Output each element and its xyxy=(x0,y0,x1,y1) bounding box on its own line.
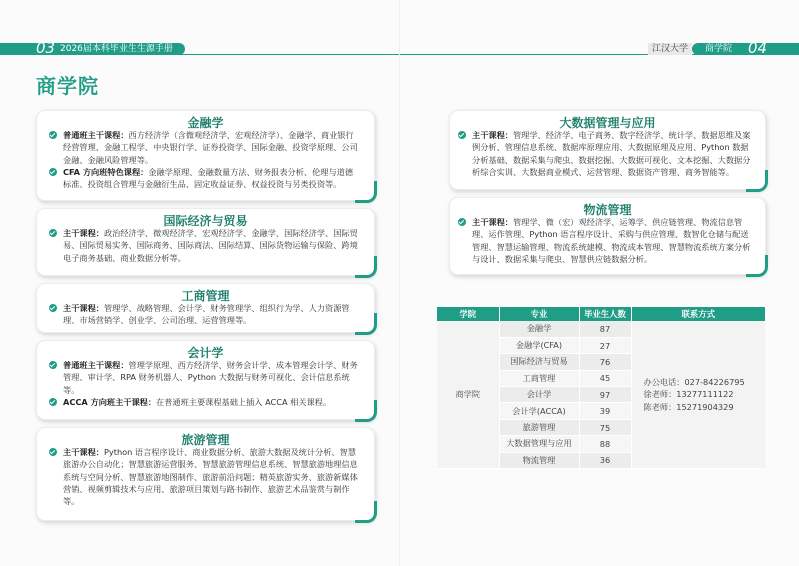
college-label: 商学院 xyxy=(705,44,733,54)
count-cell: 39 xyxy=(579,403,631,419)
section-card-big-data xyxy=(449,110,766,190)
graduates-table xyxy=(437,307,765,469)
major-cell: 金融学(CFA) xyxy=(499,337,579,353)
office-phone: 办公电话：027-84226795 xyxy=(643,377,745,388)
course-item: 主干课程：管理学、经济学、电子商务、数字经济学、统计学、数据思维及案例分析、管理信息系统、数据库原理应用、大数据原理及应用、Python 数据分析基础、数据采集与爬虫、数据挖掘、大数据可视化、文本挖掘、大数据分析综合实训、大数据商业模式、运营管理、数据资产管理、商务智能等。 xyxy=(458,129,755,178)
section-card-tourism xyxy=(36,427,375,521)
section-card-logistics xyxy=(449,197,766,275)
major-cell: 旅游管理 xyxy=(499,419,579,435)
count-cell: 27 xyxy=(579,337,631,353)
column-header: 专业 xyxy=(499,307,579,321)
card-corner-accent xyxy=(355,400,377,422)
course-item: CFA 方向班特色课程：金融学原理、金融数量方法、财务报表分析、伦理与道德标准、投资组合管理与金融衍生品、固定收益证券、权益投资与另类投资等。 xyxy=(49,166,360,191)
count-cell: 87 xyxy=(579,321,631,337)
major-cell: 会计学(ACCA) xyxy=(499,403,579,419)
major-cell: 国际经济与贸易 xyxy=(499,354,579,370)
major-cell: 工商管理 xyxy=(499,370,579,386)
count-cell: 36 xyxy=(579,452,631,468)
card-corner-accent xyxy=(746,170,768,192)
right-page-header xyxy=(400,39,799,57)
section-card-accounting xyxy=(36,340,375,420)
column-header: 学院 xyxy=(437,307,499,321)
page-number: 04 xyxy=(748,39,768,57)
card-corner-accent xyxy=(746,255,768,277)
table-header-row xyxy=(437,307,765,321)
section-card-international-trade xyxy=(36,208,375,276)
course-item: 主干课程：管理学、微（宏）观经济学、运筹学、供应链管理、物流信息管理、运作管理、Python 语言程序设计、采购与供应管理、数智化仓储与配送管理、智慧运输管理、物流系统建模、物流成本管理、智慧物流系统方案分析与设计、数据采集与爬虫、智慧供应链数据分析。 xyxy=(458,216,755,265)
check-icon xyxy=(458,218,466,226)
card-corner-accent xyxy=(355,313,377,335)
contact-cell xyxy=(631,321,765,469)
course-item: 主干课程：Python 语言程序设计、商业数据分析、旅游大数据及统计分析、智慧旅游办公自动化；智慧旅游运营服务、智慧旅游管理信息系统、智慧旅游地理信息系统与空间分析、智慧旅游地图制作、旅游前沿问题；精英旅游实务、旅游新媒体营销、视频剪辑技术与应用、旅游项目策划与路书制作、旅游艺术品鉴赏与制作等。 xyxy=(49,446,360,507)
count-cell: 76 xyxy=(579,354,631,370)
section-title: 国际经济与贸易 xyxy=(163,214,248,228)
section-title: 旅游管理 xyxy=(181,433,230,447)
course-item: 主干课程：管理学、战略管理、会计学、财务管理学、组织行为学、人力资源管理、市场营销学、创业学、公司治理、运营管理等。 xyxy=(49,302,360,327)
contact-teacher-xu: 徐老师：13277111122 xyxy=(643,389,734,400)
university-label: 江汉大学 xyxy=(648,43,692,55)
check-icon xyxy=(49,361,57,369)
section-title: 大数据管理与应用 xyxy=(559,116,656,130)
card-corner-accent xyxy=(355,256,377,278)
check-icon xyxy=(49,229,57,237)
major-cell: 会计学 xyxy=(499,387,579,403)
section-card-finance xyxy=(36,110,375,201)
section-title: 工商管理 xyxy=(181,289,230,303)
course-item: 普通班主干课程：管理学原理、西方经济学、财务会计学、成本管理会计学、财务管理、审计学、RPA 财务机器人、Python 大数据与财务可视化、会计信息系统等。 xyxy=(49,359,360,396)
card-corner-accent xyxy=(355,181,377,203)
left-page-header xyxy=(0,39,399,57)
section-title: 会计学 xyxy=(187,346,224,360)
course-item: 普通班主干课程：西方经济学（含微观经济学、宏观经济学）、金融学、商业银行经营管理、金融工程学、中央银行学、证券投资学、国际金融、投资学原理、公司金融、金融风险管理等。 xyxy=(49,129,360,166)
column-header: 毕业生人数 xyxy=(579,307,631,321)
section-card-business-admin xyxy=(36,283,375,333)
check-icon xyxy=(49,168,57,176)
count-cell: 75 xyxy=(579,419,631,435)
table-row xyxy=(437,321,765,337)
column-header: 联系方式 xyxy=(631,307,765,321)
header-rule xyxy=(0,54,399,55)
check-icon xyxy=(49,131,57,139)
course-item: 主干课程：政治经济学、微观经济学、宏观经济学、金融学、国际经济学、国际贸易、国际贸易实务、国际商务、国际商法、国际结算、国际货物运输与保险、跨境电子商务基础、商业数据分析等。 xyxy=(49,227,360,264)
course-item: ACCA 方向班主干课程：在普通班主要课程基础上插入 ACCA 相关课程。 xyxy=(49,396,360,408)
count-cell: 45 xyxy=(579,370,631,386)
count-cell: 97 xyxy=(579,387,631,403)
check-icon xyxy=(49,398,57,406)
major-cell: 物流管理 xyxy=(499,452,579,468)
check-icon xyxy=(49,448,57,456)
school-cell: 商学院 xyxy=(437,321,499,469)
section-title: 物流管理 xyxy=(583,203,632,217)
page-number: 03 xyxy=(36,39,56,57)
handbook-title: 2026届本科毕业生生源手册 xyxy=(60,44,173,54)
major-cell: 大数据管理与应用 xyxy=(499,436,579,452)
section-title: 金融学 xyxy=(187,116,224,130)
major-cell: 金融学 xyxy=(499,321,579,337)
contact-teacher-chen: 陈老师：15271904329 xyxy=(643,401,734,412)
count-cell: 88 xyxy=(579,436,631,452)
card-corner-accent xyxy=(355,501,377,523)
page-gutter xyxy=(399,0,400,566)
check-icon xyxy=(458,131,466,139)
page-title: 商学院 xyxy=(36,74,99,98)
check-icon xyxy=(49,304,57,312)
